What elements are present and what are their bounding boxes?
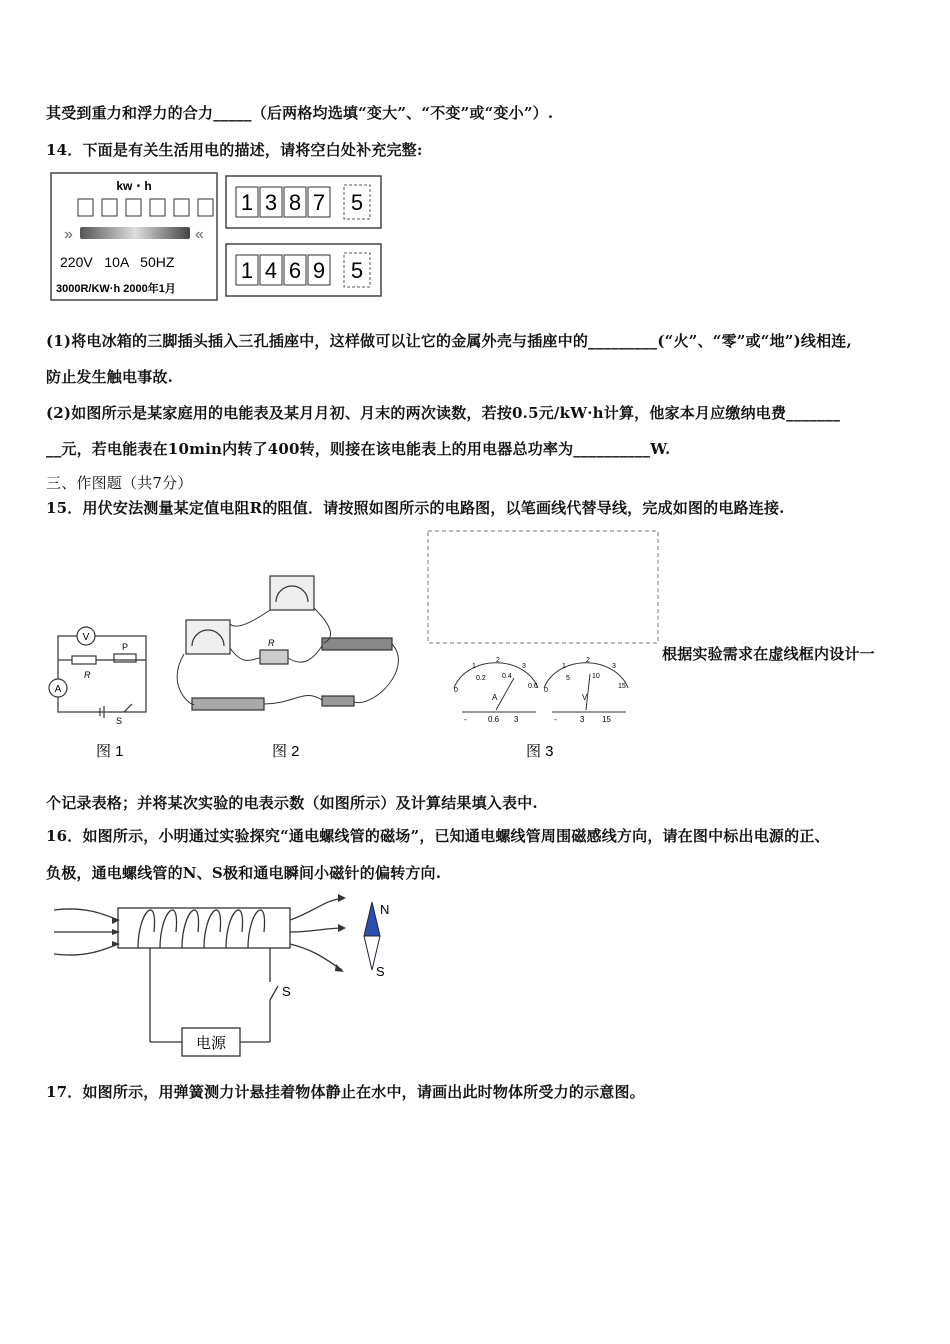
reading-start-digit-3: 8: [288, 190, 302, 215]
ammeter-top-3: 3: [522, 663, 526, 670]
reading-end-digit-3: 6: [288, 258, 302, 283]
reading-end-digit-1: 1: [240, 258, 254, 283]
question-16-title: 16．如图所示，小明通过实验探究“通电螺线管的磁场”，已知通电螺线管周围磁感线方向，请在图中标出电源的正、: [46, 827, 830, 845]
power-supply-label: 电源: [195, 1035, 227, 1052]
meter-unit: kw・h: [116, 179, 152, 193]
ammeter-term-3: 3: [514, 715, 519, 724]
compass-s-label: S: [376, 964, 385, 979]
svg-text:»: »: [64, 226, 73, 243]
voltmeter-term-3: 3: [580, 715, 585, 724]
voltmeter-tick-1: 5: [566, 675, 570, 682]
apparatus-fig2: [186, 576, 392, 710]
ammeter-tick-3: 0.6: [528, 683, 538, 690]
ammeter-tick-2: 0.4: [502, 673, 512, 680]
voltmeter-top-2: 2: [586, 657, 590, 664]
voltmeter-tick-2: 10: [592, 673, 600, 680]
meter-reading-end: [236, 253, 370, 287]
reading-end-digit-2: 4: [264, 258, 278, 283]
fig1-slider-label: P: [122, 642, 129, 652]
electric-meter-figure: [50, 172, 385, 302]
ammeter-symbol: A: [492, 693, 498, 702]
fig2-resistor-label: R: [268, 638, 275, 648]
reading-start-digit-2: 3: [264, 190, 278, 215]
voltmeter-dial: [544, 663, 628, 712]
circuit-diagram-fig1: [49, 627, 146, 718]
ammeter-term-06: 0.6: [488, 715, 500, 724]
voltammetry-figure: [44, 528, 664, 768]
ammeter-top-2: 2: [496, 657, 500, 664]
ammeter-tick-0: 0: [454, 687, 458, 694]
text-line-1: 其受到重力和浮力的合力_____（后两格均选填“变大”、“不变”或“变小”）.: [46, 104, 554, 122]
ammeter-top-1: 1: [472, 663, 476, 670]
voltmeter-term-neg: -: [554, 715, 557, 724]
ammeter-dial: [454, 663, 538, 712]
voltmeter-symbol: V: [582, 693, 588, 702]
fig1-switch-label: S: [116, 716, 123, 726]
voltmeter-term-15: 15: [602, 715, 611, 724]
reading-start-digit-5: 5: [350, 190, 364, 215]
reading-start-digit-4: 7: [312, 190, 326, 215]
meter-spec-1: 220V 10A 50HZ: [60, 254, 175, 270]
text-line-3: (1)将电冰箱的三脚插头插入三孔插座中，这样做可以让它的金属外壳与插座中的_________(“火”、“零”或“地”)线相连,: [46, 332, 852, 350]
meter-spec-2: 3000R/KW·h 2000年1月: [56, 283, 176, 295]
compass-n-label: N: [380, 902, 390, 917]
meter-reading-start: [236, 185, 370, 219]
solenoid-figure: [54, 892, 404, 1064]
text-line-6: __元，若电能表在10min内转了400转，则接在该电能表上的用电器总功率为__________W.: [46, 440, 671, 458]
fig1-ammeter-label: A: [54, 684, 62, 695]
table-design-box: [428, 531, 658, 643]
text-line-10: 个记录表格；并将某次实验的电表示数（如图所示）及计算结果填入表中.: [46, 794, 538, 812]
text-line-4: 防止发生触电事故.: [46, 368, 174, 386]
meter-disc: [80, 227, 190, 239]
svg-text:«: «: [195, 226, 204, 243]
text-line-5: (2)如图所示是某家庭用的电能表及某月月初、月末的两次读数，若按0.5元/kW·h计算，他家本月应缴纳电费_______: [46, 404, 841, 422]
voltmeter-top-3: 3: [612, 663, 616, 670]
question-14-title: 14．下面是有关生活用电的描述，请将空白处补充完整:: [46, 141, 423, 159]
ammeter-tick-1: 0.2: [476, 675, 486, 682]
switch-label: S: [282, 984, 291, 999]
fig2-caption: 图 2: [272, 743, 300, 760]
compass-needle-north: [364, 902, 380, 936]
reading-start-digit-1: 1: [240, 190, 254, 215]
fig1-resistor-label: R: [84, 670, 91, 680]
question-15-title: 15．用伏安法测量某定值电阻R的阻值．请按照如图所示的电路图，以笔画线代替导线，完成如图的电路连接.: [46, 499, 785, 517]
text-line-12: 负极，通电螺线管的N、S极和通电瞬间小磁针的偏转方向.: [46, 864, 442, 882]
ammeter-term-neg: -: [464, 715, 467, 724]
fig3-caption: 图 3: [526, 743, 554, 760]
question-17-title: 17．如图所示，用弹簧测力计悬挂着物体静止在水中，请画出此时物体所受力的示意图。: [46, 1083, 645, 1101]
fig1-caption: 图 1: [96, 743, 124, 760]
voltmeter-tick-3: 15: [618, 683, 626, 690]
reading-end-digit-5: 5: [350, 258, 364, 283]
section-three-title: 三、作图题（共7分）: [46, 474, 193, 492]
voltmeter-top-1: 1: [562, 663, 566, 670]
reading-end-digit-4: 9: [312, 258, 326, 283]
voltmeter-tick-0: 0: [544, 687, 548, 694]
fig1-voltmeter-label: V: [82, 632, 90, 643]
text-line-9: 根据实验需求在虚线框内设计一: [662, 645, 875, 663]
